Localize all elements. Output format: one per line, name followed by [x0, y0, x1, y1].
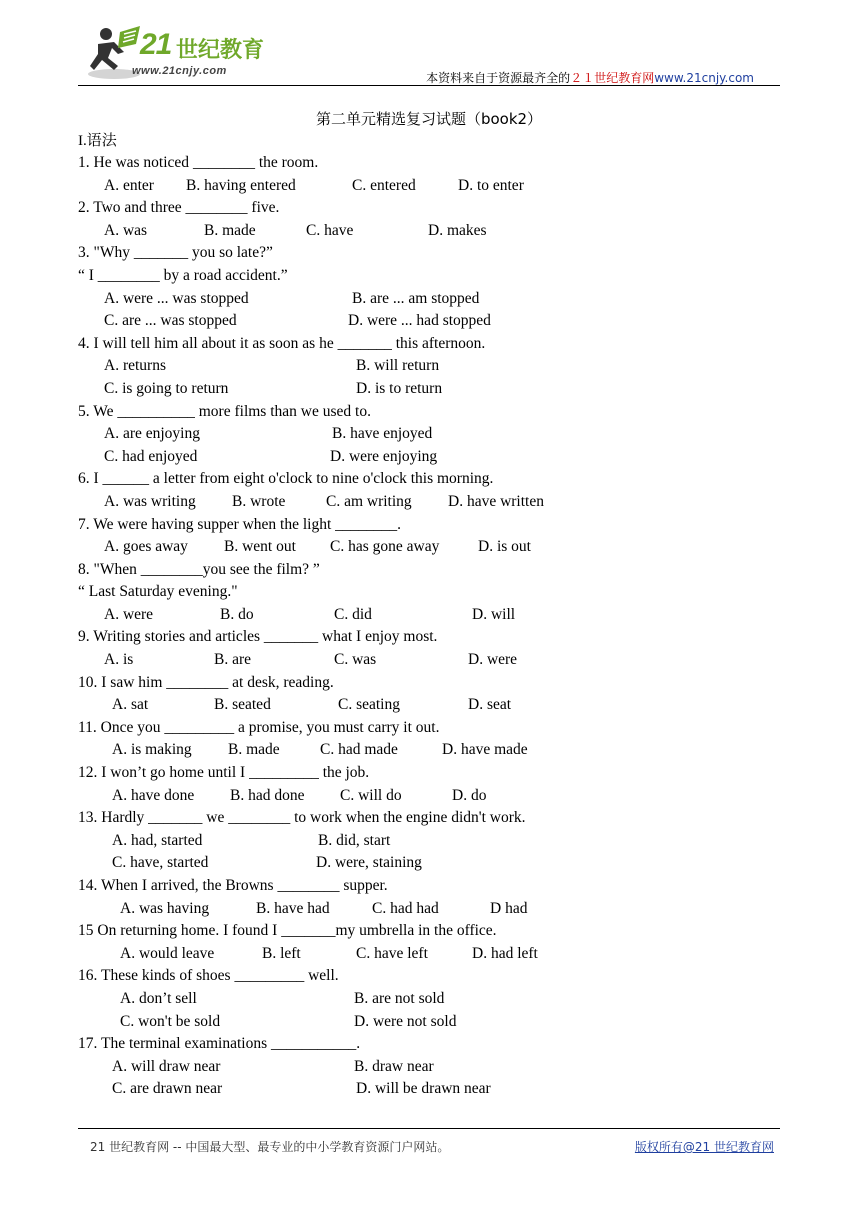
answer-blank: _________ — [234, 967, 305, 985]
question-text: . — [356, 1035, 361, 1053]
answer-blank: _______ — [337, 334, 392, 352]
answer-option: C. did — [334, 605, 372, 623]
question-text: at desk, reading. — [228, 673, 334, 691]
question-stem — [78, 807, 780, 830]
answer-option: B. are ... am stopped — [352, 289, 480, 307]
option-row — [78, 852, 780, 875]
answer-option: A. had, started — [112, 831, 203, 849]
option-row — [78, 943, 780, 966]
question-text: more films than we used to. — [194, 402, 371, 420]
question-text: 15 On returning home. I found I — [78, 922, 282, 940]
answer-option: D. seat — [468, 696, 512, 714]
question-text: 1. He was noticed — [78, 154, 193, 171]
answer-blank: _________ — [164, 718, 235, 736]
question-stem — [78, 152, 780, 175]
option-row — [78, 378, 780, 401]
question-stem — [78, 468, 780, 491]
header-tagline-prefix: 本资料来自于资源最齐全的 — [426, 71, 571, 85]
answer-option: C. are ... was stopped — [104, 312, 237, 330]
answer-blank: _______ — [133, 244, 189, 262]
option-row — [78, 175, 780, 198]
question-text: 12. I won’t go home until I — [78, 764, 250, 782]
option-row — [78, 491, 780, 514]
question-stem — [78, 265, 780, 288]
option-row — [78, 1056, 780, 1079]
answer-option: D. were ... had stopped — [348, 312, 491, 330]
question-stem — [78, 672, 780, 695]
option-row — [78, 355, 780, 378]
option-row — [78, 739, 780, 762]
question-text: supper. — [339, 877, 388, 894]
header-tagline — [426, 69, 754, 86]
question-text: five. — [247, 199, 280, 217]
question-text: to work when the engine didn't work. — [290, 809, 526, 827]
question-text: this afternoon. — [391, 334, 486, 352]
answer-option: A. don’t sell — [120, 989, 197, 1007]
answer-option: C. entered — [352, 176, 416, 194]
option-row — [78, 830, 780, 853]
answer-blank: _________ — [249, 764, 319, 782]
answer-blank: ___________ — [271, 1035, 357, 1053]
answer-option: C. had had — [372, 899, 439, 917]
question-text: “ Last Saturday evening." — [78, 583, 238, 601]
logo-url: www.21cnjy.com — [132, 65, 227, 77]
answer-option: A. is making — [112, 741, 192, 759]
answer-option: B. went out — [224, 538, 296, 556]
answer-option: D. to enter — [458, 176, 524, 194]
question-text: you see the film? ” — [202, 560, 320, 578]
question-text: 3. "Why — [78, 244, 134, 262]
option-row — [78, 423, 780, 446]
question-stem — [78, 626, 780, 649]
option-row — [78, 220, 780, 243]
answer-option: D. makes — [428, 221, 487, 239]
section-heading: I.语法 — [78, 133, 117, 149]
option-row — [78, 785, 780, 808]
answer-blank: ________ — [140, 560, 203, 578]
page-header — [78, 22, 780, 86]
option-row — [78, 1011, 780, 1034]
answer-option: C. have left — [356, 944, 428, 962]
document-title: 第二单元精选复习试题（book2） — [315, 110, 543, 128]
answer-option: B. have had — [256, 899, 330, 917]
question-text: a promise, you must carry it out. — [234, 718, 440, 736]
answer-option: B. draw near — [354, 1057, 434, 1075]
answer-option: A. goes away — [104, 538, 188, 556]
question-text: 8. "When — [78, 560, 141, 578]
answer-blank: ________ — [185, 199, 248, 217]
question-stem — [78, 1033, 780, 1056]
answer-option: A. will draw near — [112, 1057, 221, 1075]
answer-option: A. was writing — [104, 492, 196, 510]
answer-blank: _______ — [148, 809, 203, 827]
answer-blank: ________ — [335, 515, 398, 533]
question-stem — [78, 965, 780, 988]
answer-option: D. will be drawn near — [356, 1080, 491, 1098]
question-stem — [78, 514, 780, 537]
question-text: 17. The terminal examinations — [78, 1035, 271, 1053]
answer-option: A. was having — [120, 899, 210, 917]
question-text: a letter from eight o'clock to nine o'clock this morning. — [149, 470, 494, 488]
question-stem — [78, 242, 780, 265]
answer-option: B. are not sold — [354, 989, 445, 1007]
question-text: you so late?” — [188, 244, 273, 262]
option-row — [78, 1078, 780, 1101]
question-text: the job. — [318, 764, 370, 782]
answer-option: A. was — [104, 221, 148, 239]
answer-option: D. is to return — [356, 379, 443, 397]
answer-option: B. made — [228, 741, 280, 759]
question-stem — [78, 197, 780, 220]
answer-option: D. have made — [442, 741, 528, 759]
answer-option: D. were not sold — [354, 1012, 457, 1030]
option-row — [78, 310, 780, 333]
answer-option: D had — [490, 899, 528, 917]
answer-option: C. are drawn near — [112, 1080, 223, 1098]
footer-text: 21 世纪教育网 -- 中国最大型、最专业的中小学教育资源门户网站。 — [90, 1140, 450, 1154]
question-text: 16. These kinds of shoes — [78, 967, 235, 985]
question-text: 5. We — [78, 402, 118, 420]
question-stem — [78, 920, 780, 943]
option-row — [78, 988, 780, 1011]
answer-blank: _______ — [281, 922, 336, 940]
answer-option: B. are — [214, 651, 252, 669]
question-text: by a road accident.” — [159, 266, 288, 284]
option-row — [78, 536, 780, 559]
answer-option: D. were — [468, 651, 518, 669]
answer-option: C. has gone away — [330, 538, 440, 556]
site-logo — [84, 24, 284, 84]
answer-option: A. are enjoying — [104, 425, 200, 443]
question-text: well. — [304, 967, 339, 985]
question-text: 4. I will tell him all about it as soon as he — [78, 334, 338, 352]
option-row — [78, 604, 780, 627]
question-text: 11. Once you — [78, 718, 165, 736]
answer-option: C. seating — [338, 696, 400, 714]
answer-option: C. was — [334, 651, 377, 669]
answer-option: D. do — [452, 786, 487, 804]
question-text: . — [397, 515, 402, 533]
question-text: my umbrella in the office. — [335, 922, 497, 940]
option-row — [78, 694, 780, 717]
question-stem — [78, 401, 780, 424]
question-stem — [78, 762, 780, 785]
answer-option: A. sat — [112, 696, 149, 714]
answer-option: A. were ... was stopped — [104, 289, 249, 307]
question-text: 10. I saw him — [78, 673, 167, 691]
answer-option: D. is out — [478, 538, 531, 556]
question-text: we — [202, 809, 229, 827]
answer-option: B. left — [262, 944, 301, 962]
answer-blank: ________ — [228, 809, 291, 827]
footer-copyright-link[interactable]: 版权所有@21 世纪教育网 — [634, 1140, 774, 1154]
question-text: 2. Two and three — [78, 199, 186, 217]
answer-option: B. did, start — [318, 831, 391, 849]
answer-option: B. have enjoyed — [332, 425, 433, 443]
answer-option: B. had done — [230, 786, 305, 804]
answer-option: B. wrote — [232, 492, 286, 510]
answer-option: A. returns — [104, 357, 166, 375]
header-tagline-brand: ２１世纪教育网 — [570, 71, 655, 85]
question-text: 13. Hardly — [78, 809, 149, 827]
answer-blank: ________ — [277, 877, 340, 894]
option-row — [78, 288, 780, 311]
answer-blank: ________ — [192, 154, 255, 171]
answer-option: A. would leave — [120, 944, 215, 962]
answer-option: B. do — [220, 605, 254, 623]
question-stem — [78, 717, 780, 740]
answer-option: B. having entered — [186, 176, 296, 194]
answer-option: D. have written — [448, 492, 544, 510]
question-list — [78, 152, 780, 1101]
answer-option: C. is going to return — [104, 379, 229, 397]
answer-option: D. will — [472, 605, 516, 623]
answer-option: D. had left — [472, 944, 538, 962]
question-text: the room. — [254, 154, 319, 171]
answer-blank: ______ — [102, 470, 150, 488]
option-row — [78, 649, 780, 672]
answer-option: C. won't be sold — [120, 1012, 221, 1030]
logo-text: 世纪教育 — [176, 38, 265, 63]
question-text: 14. When I arrived, the Browns — [78, 877, 278, 894]
footer-divider — [78, 1128, 780, 1129]
question-stem — [78, 333, 780, 356]
header-divider — [78, 85, 780, 86]
question-text: “ I — [78, 266, 98, 284]
question-text: what I enjoy most. — [318, 628, 438, 646]
answer-option: C. will do — [340, 786, 402, 804]
answer-blank: ________ — [166, 673, 229, 691]
answer-option: A. have done — [112, 786, 195, 804]
answer-blank: _______ — [263, 628, 319, 646]
question-text: 9. Writing stories and articles — [78, 628, 264, 646]
answer-blank: __________ — [117, 402, 195, 420]
document-body — [78, 108, 780, 1101]
option-row — [78, 898, 780, 921]
answer-option: B. made — [204, 221, 256, 239]
answer-option: C. have — [306, 221, 354, 239]
question-text: 7. We were having supper when the light — [78, 515, 336, 533]
question-text: 6. I — [78, 470, 103, 488]
answer-option: A. is — [104, 651, 134, 669]
answer-option: A. enter — [104, 176, 154, 194]
answer-option: D. were enjoying — [330, 447, 438, 465]
option-row — [78, 446, 780, 469]
answer-option: D. were, staining — [316, 854, 422, 872]
answer-option: C. had enjoyed — [104, 447, 198, 465]
answer-option: B. seated — [214, 696, 271, 714]
logo-number: 21 — [140, 28, 172, 61]
answer-option: A. were — [104, 605, 154, 623]
question-stem — [78, 581, 780, 604]
answer-option: C. had made — [320, 741, 398, 759]
answer-option: C. have, started — [112, 854, 209, 872]
answer-option: C. am writing — [326, 492, 412, 510]
answer-blank: ________ — [97, 266, 160, 284]
question-stem — [78, 875, 780, 898]
header-tagline-url[interactable]: www.21cnjy.com — [654, 71, 754, 85]
answer-option: B. will return — [356, 357, 440, 375]
question-stem — [78, 559, 780, 582]
